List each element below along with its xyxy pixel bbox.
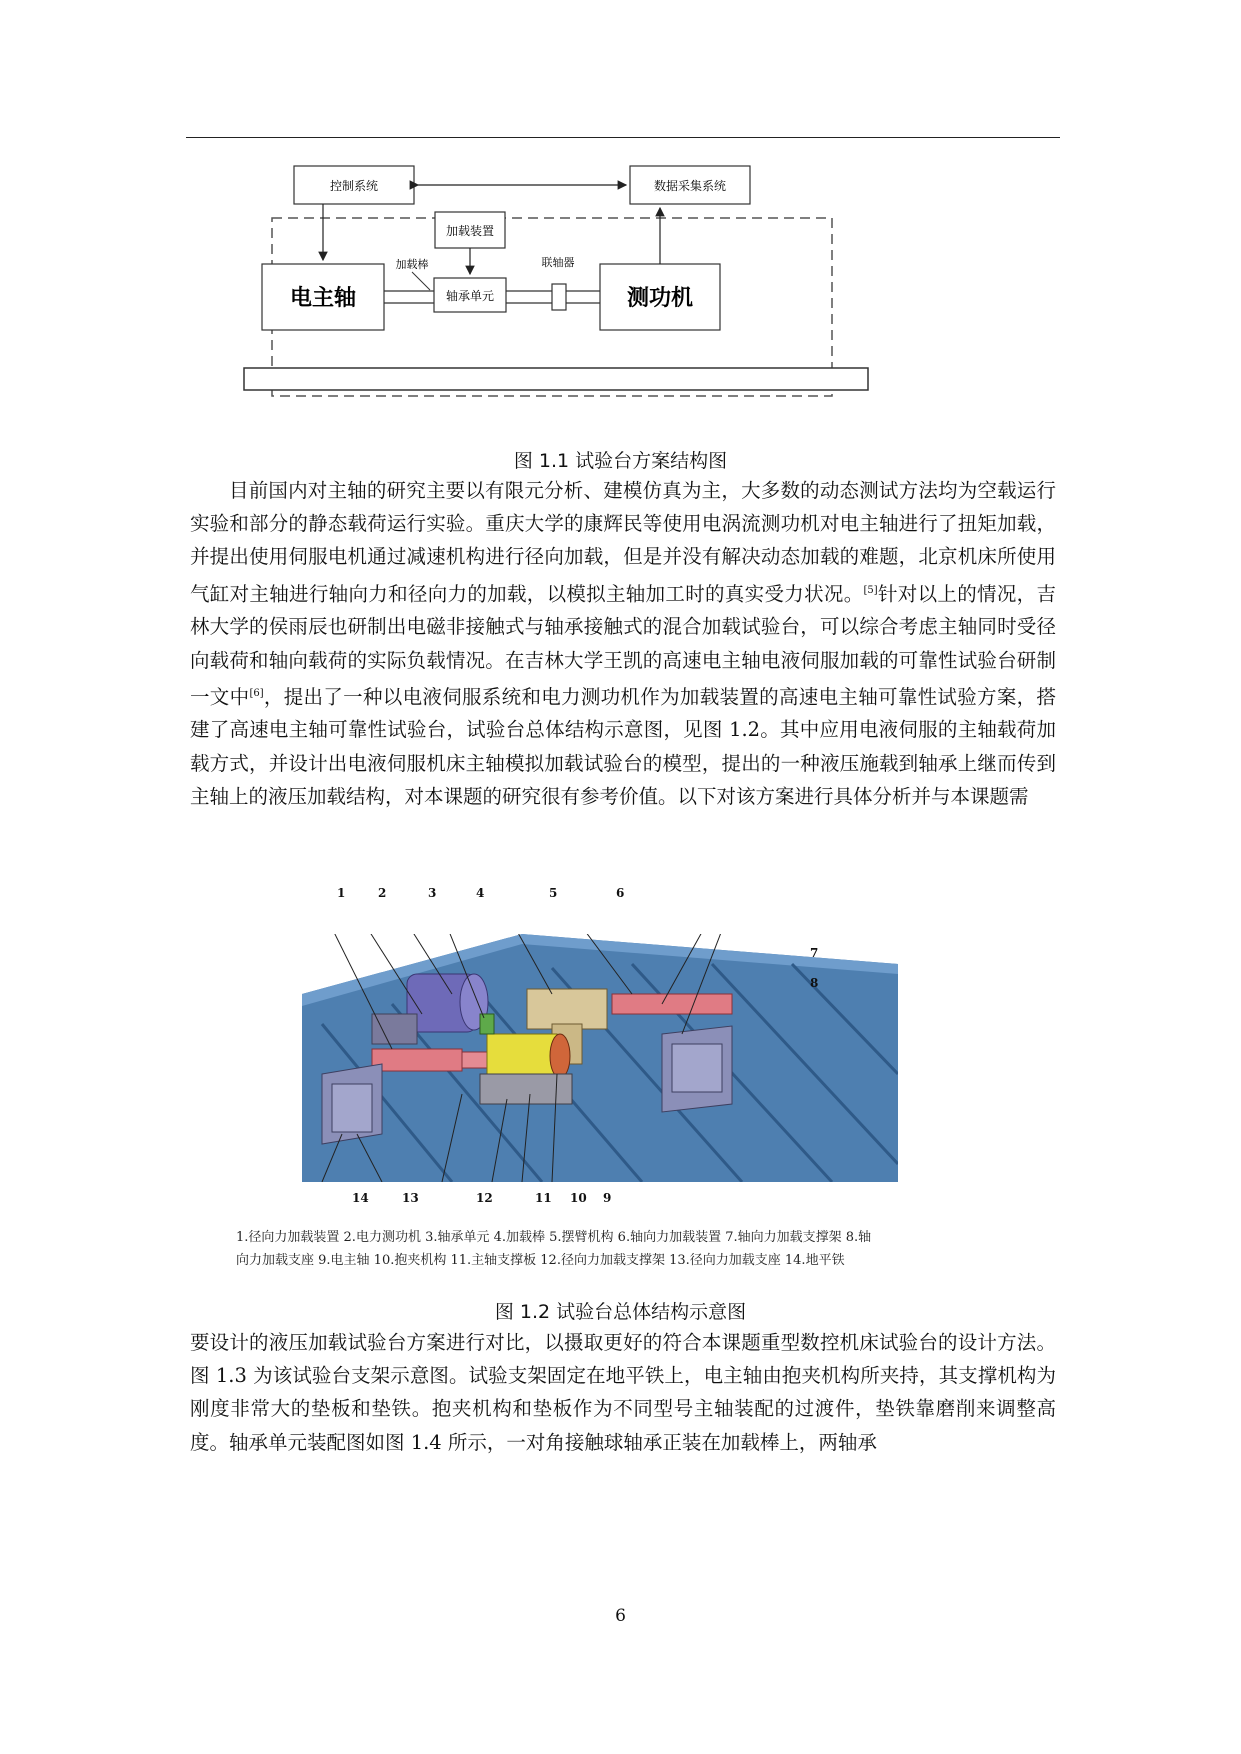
control-system-label: 控制系统: [329, 179, 379, 193]
callout-11: 11: [535, 1191, 552, 1205]
citation-6: [6]: [249, 687, 264, 699]
callout-5: 5: [549, 886, 558, 900]
dynamometer-label: 测功机: [626, 286, 694, 311]
body-paragraph-1: 目前国内对主轴的研究主要以有限元分析、建模仿真为主，大多数的动态测试方法均为空载运行实验和部分的静态载荷运行实验。重庆大学的康辉民等使用电涡流测功机对电主轴进行了扭矩加载，并提出使用伺服电机通过减速机构进行径向加载，但是并没有解决动态加载的难题，北京机床所使用气缸对主轴进行轴向力和径向力的加载，以模拟主轴加工时的真实受力状况。[5]针对以上的情况，吉林大学的侯雨辰也研制出电磁非接触式与轴承接触式的混合加载试验台，可以综合考虑主轴同时受径向载荷和轴向载荷的实际负载情况。在吉林大学王凯的高速电主轴电液伺服加载的可靠性试验台研制一文中[6]，提出了一种以电液伺服系统和电力测功机作为加载装置的高速电主轴可靠性试验方案，搭建了高速电主轴可靠性试验台，试验台总体结构示意图，见图 1.2。其中应用电液伺服的主轴载荷加载方式，并设计出电液伺服机床主轴模拟加载试验台的模型，提出的一种液压施载到轴承上继而传到主轴上的液压加载结构，对本课题的研究很有参考价值。以下对该方案进行具体分析并与本课题需: [190, 479, 1056, 808]
coupling-label: 联轴器: [541, 256, 575, 269]
callout-9: 9: [603, 1191, 612, 1205]
figure-1-1-caption: 图 1.1 试验台方案结构图: [513, 450, 728, 472]
figure-1-2-legend: 1.径向力加载装置 2.电力测功机 3.轴承单元 4.加载棒 5.摆臂机构 6.轴向力加载装置 7.轴向力加载支撑架 8.轴向力加载支座 9.电主轴 10.抱夹机构 11.主轴支撑板 12.径向力加载支撑架 13.径向力加载支座 14.地平铁: [236, 1230, 872, 1268]
callout-13: 13: [402, 1191, 419, 1205]
callout-10: 10: [570, 1191, 587, 1205]
callout-1: 1: [337, 886, 346, 900]
callout-8: 8: [810, 976, 819, 990]
callout-12: 12: [476, 1191, 493, 1205]
spindle-label: 电主轴: [289, 286, 357, 311]
callout-7: 7: [810, 946, 819, 960]
bearing-unit-label: 轴承单元: [445, 289, 495, 303]
figure-1-1-diagram: [240, 160, 880, 410]
page-number: 6: [615, 1606, 626, 1626]
callout-4: 4: [476, 886, 485, 900]
figure-1-2-caption: 图 1.2 试验台总体结构示意图: [494, 1301, 747, 1323]
citation-5: [5]: [863, 584, 878, 596]
loading-rod-label: 加载棒: [395, 258, 429, 271]
callout-2: 2: [378, 886, 387, 900]
body-paragraph-2: 要设计的液压加载试验台方案进行对比，以摄取更好的符合本课题重型数控机床试验台的设计方法。图 1.3 为该试验台支架示意图。试验支架固定在地平铁上，电主轴由抱夹机构所夹持，其支撑机构为刚度非常大的垫板和垫铁。抱夹机构和垫板作为不同型号主轴装配的过渡件，垫铁靠磨削来调整高度。轴承单元装配图如图 1.4 所示，一对角接触球轴承正装在加载棒上，两轴承: [190, 1331, 1056, 1454]
header-rule: [186, 137, 1060, 138]
callout-6: 6: [616, 886, 625, 900]
loading-device-label: 加载装置: [445, 224, 495, 238]
callout-14: 14: [352, 1191, 369, 1205]
daq-label: 数据采集系统: [653, 179, 727, 193]
figure-1-2-rendering: [302, 934, 898, 1182]
callout-3: 3: [428, 886, 437, 900]
coupling-box: [552, 284, 566, 310]
base-plate: [244, 368, 868, 390]
